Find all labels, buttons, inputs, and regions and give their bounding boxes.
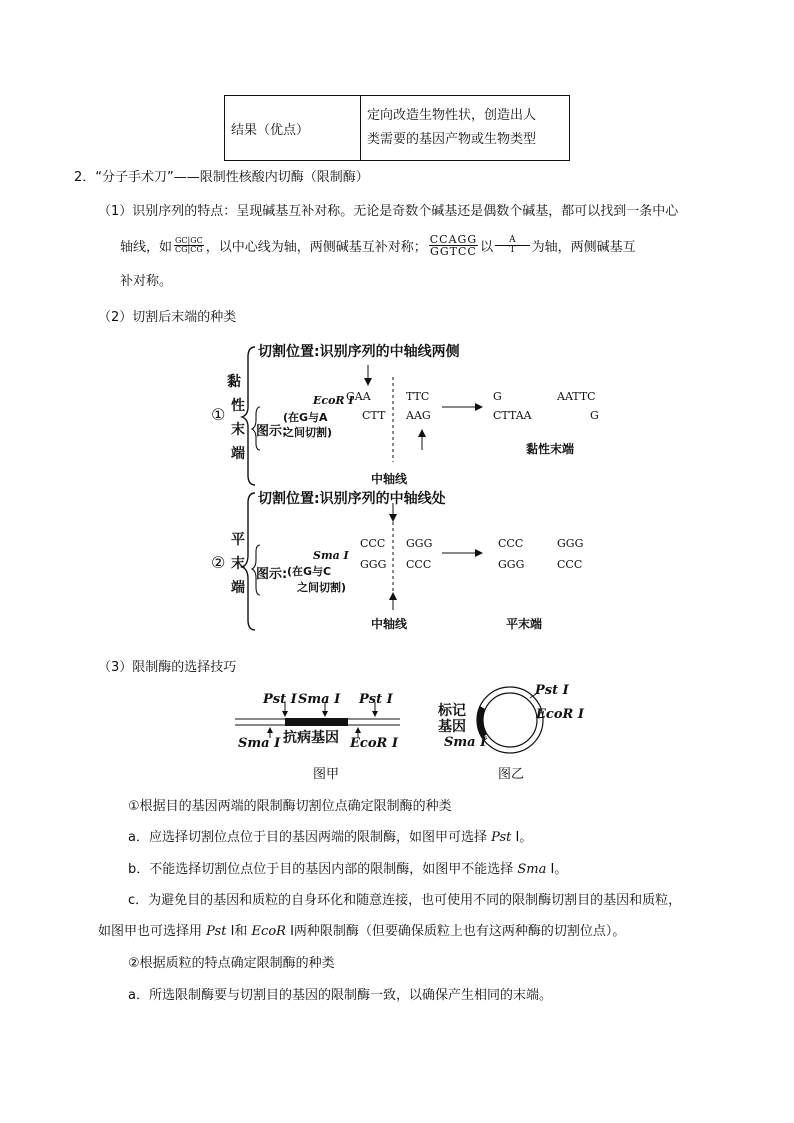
rule-1c-enzyme-2: EcoR xyxy=(251,924,286,939)
seq-aag: AAG xyxy=(406,409,431,422)
result-label: 结果（优点） xyxy=(225,96,361,161)
fraction-top: CCAGG xyxy=(429,232,478,246)
blunt-result-bottom-right: CCC xyxy=(557,558,583,571)
rule-1b xyxy=(128,858,567,877)
seq-ccc-right: CCC xyxy=(406,558,432,571)
rule-1b-enzyme: Sma xyxy=(517,862,547,877)
blunt-axis-label: 中轴线 xyxy=(371,617,408,631)
seq-ccc-left: CCC xyxy=(360,537,386,550)
p2-heading: （2）切割后末端的种类 xyxy=(98,310,237,325)
p1-line1: （1）识别序列的特点：呈现碱基互补对称。无论是奇数个碱基还是偶数个碱基，都可以找到一条中心 xyxy=(98,204,679,219)
seq-gaa: GAA xyxy=(346,390,371,403)
rule-1: ①根据目的基因两端的限制酶切割位点确定限制酶的种类 xyxy=(128,799,452,814)
fig-a-ecor: EcoR Ⅰ xyxy=(350,736,398,751)
seq-ttc: TTC xyxy=(406,390,430,403)
fraction-bottom: GGTCC xyxy=(430,244,477,258)
blunt-result-bottom-left: GGG xyxy=(498,558,525,571)
fraction-ccagg xyxy=(429,234,478,257)
blunt-result-top-right: GGG xyxy=(557,537,584,550)
fig-b-marker-2: 基因 xyxy=(438,719,466,735)
fraction-top: A xyxy=(495,236,530,246)
p1-line2-b: ，以中心线为轴，两侧碱基互补对称； xyxy=(205,239,427,255)
blunt-side-2: 末 xyxy=(231,556,245,572)
sticky-result-top-left: G xyxy=(493,390,502,403)
p1-line2-d: 为轴，两侧碱基互 xyxy=(531,239,636,255)
rule-2: ②根据质粒的特点确定限制酶的种类 xyxy=(128,956,335,971)
seq-ggg-right: GGG xyxy=(406,537,433,550)
p1-line3: 补对称。 xyxy=(120,274,173,289)
fig-b-marker-1: 标记 xyxy=(438,703,466,719)
anti-disease-gene-segment xyxy=(285,718,348,726)
fig-a-caption: 图甲 xyxy=(313,767,340,782)
sticky-brace xyxy=(242,347,255,485)
seq-ggg-left: GGG xyxy=(360,558,387,571)
fig-a-pst1: Pst Ⅰ xyxy=(263,692,297,707)
sticky-result-bottom-right: G xyxy=(590,409,599,422)
blunt-side-1: 平 xyxy=(231,532,245,548)
sticky-side-3: 末 xyxy=(231,422,245,438)
fig-a-sma-top: Sma Ⅰ xyxy=(298,692,341,707)
sticky-note-2: 之间切割) xyxy=(283,426,333,439)
fraction-gcgc xyxy=(174,237,204,254)
blunt-side-3: 端 xyxy=(231,580,245,596)
rule-2a: a．所选限制酶要与切割目的基因的限制酶一致，以确保产生相同的末端。 xyxy=(128,988,552,1003)
sticky-result-bottom-left: CTTAA xyxy=(493,409,532,422)
rule-1c-enzyme-1: Pst xyxy=(206,924,227,939)
sticky-number: ① xyxy=(211,405,226,424)
sticky-side-4: 端 xyxy=(231,446,245,462)
rule-1a-text: a．应选择切割位点位于目的基因两端的限制酶，如图甲可选择 xyxy=(128,830,492,845)
fraction-bottom: CG|CG xyxy=(175,244,203,254)
section-heading: 2．“分子手术刀”——限制性核酸内切酶（限制酶） xyxy=(74,170,369,185)
blunt-note-1: (在G与C xyxy=(287,565,332,578)
fig-a-sma-bottom: Sma Ⅰ xyxy=(238,736,281,751)
fig-b-pst: Pst Ⅰ xyxy=(535,683,569,698)
sticky-axis-label: 中轴线 xyxy=(371,472,408,486)
fig-b-ecor: EcoR Ⅰ xyxy=(536,707,584,722)
sticky-result-top-right: AATTC xyxy=(557,390,596,403)
rule-1b-text: b．不能选择切割位点位于目的基因内部的限制酶，如图甲不能选择 xyxy=(128,862,518,877)
blunt-note-2: 之间切割) xyxy=(297,581,347,594)
sticky-side-1: 黏 xyxy=(227,374,241,390)
rule-1a-enzyme: Pst xyxy=(491,830,512,845)
result-table xyxy=(224,95,570,161)
fraction-top: GC|GC xyxy=(175,235,203,245)
sticky-side-2: 性 xyxy=(231,398,245,414)
blunt-show-label: 图示: xyxy=(256,567,288,582)
smai-enzyme-label: Sma Ⅰ xyxy=(313,549,349,562)
sticky-end-label: 黏性末端 xyxy=(526,442,575,456)
rule-1b-suffix: Ⅰ。 xyxy=(546,862,568,877)
blunt-end-label: 平末端 xyxy=(506,617,543,631)
fig-b-caption: 图乙 xyxy=(498,767,525,782)
result-line-2: 类需要的基因产物或生物类型 xyxy=(367,132,537,147)
p1-line2-a: 轴线，如 xyxy=(120,239,173,255)
ecori-enzyme-label: EcoR Ⅰ xyxy=(313,394,354,407)
sticky-show-label: 图示: xyxy=(256,424,288,439)
restriction-diagram xyxy=(200,335,620,635)
blunt-number: ② xyxy=(211,553,226,572)
rule-1c-line2 xyxy=(98,920,625,939)
rule-1a-suffix: Ⅰ。 xyxy=(511,830,533,845)
result-line-1: 定向改造生物性状，创造出人 xyxy=(367,108,537,123)
rule-1c-line1: c．为避免目的基因和质粒的自身环化和随意连接，也可使用不同的限制酶切割目的基因和质粒， xyxy=(128,893,682,908)
sticky-note-1: (在G与A xyxy=(283,411,328,424)
fig-a-gene-label: 抗病基因 xyxy=(283,730,339,746)
fig-b-sma: Sma Ⅰ xyxy=(444,735,487,750)
result-content xyxy=(361,96,570,161)
rule-1c-text: 如图甲也可选择用 xyxy=(98,924,207,939)
fig-a-pst2: Pst Ⅰ xyxy=(359,692,393,707)
blunt-cut-position: 切割位置:识别序列的中轴线处 xyxy=(258,491,446,507)
fraction-at xyxy=(495,236,530,255)
p3-heading: （3）限制酶的选择技巧 xyxy=(98,660,237,675)
sticky-cut-position: 切割位置:识别序列的中轴线两侧 xyxy=(258,344,460,360)
p1-line2 xyxy=(120,230,636,260)
seq-ctt: CTT xyxy=(362,409,386,422)
rule-1c-suffix: Ⅰ两种限制酶（但要确保质粒上也有这两种酶的切割位点）。 xyxy=(285,924,626,939)
marker-gene-segment xyxy=(477,706,487,738)
blunt-result-top-left: CCC xyxy=(498,537,524,550)
p1-line2-c: 以 xyxy=(480,239,494,255)
rule-1a xyxy=(128,826,532,845)
rule-1c-mid: Ⅰ和 xyxy=(226,924,252,939)
fraction-bottom: T xyxy=(509,244,516,255)
